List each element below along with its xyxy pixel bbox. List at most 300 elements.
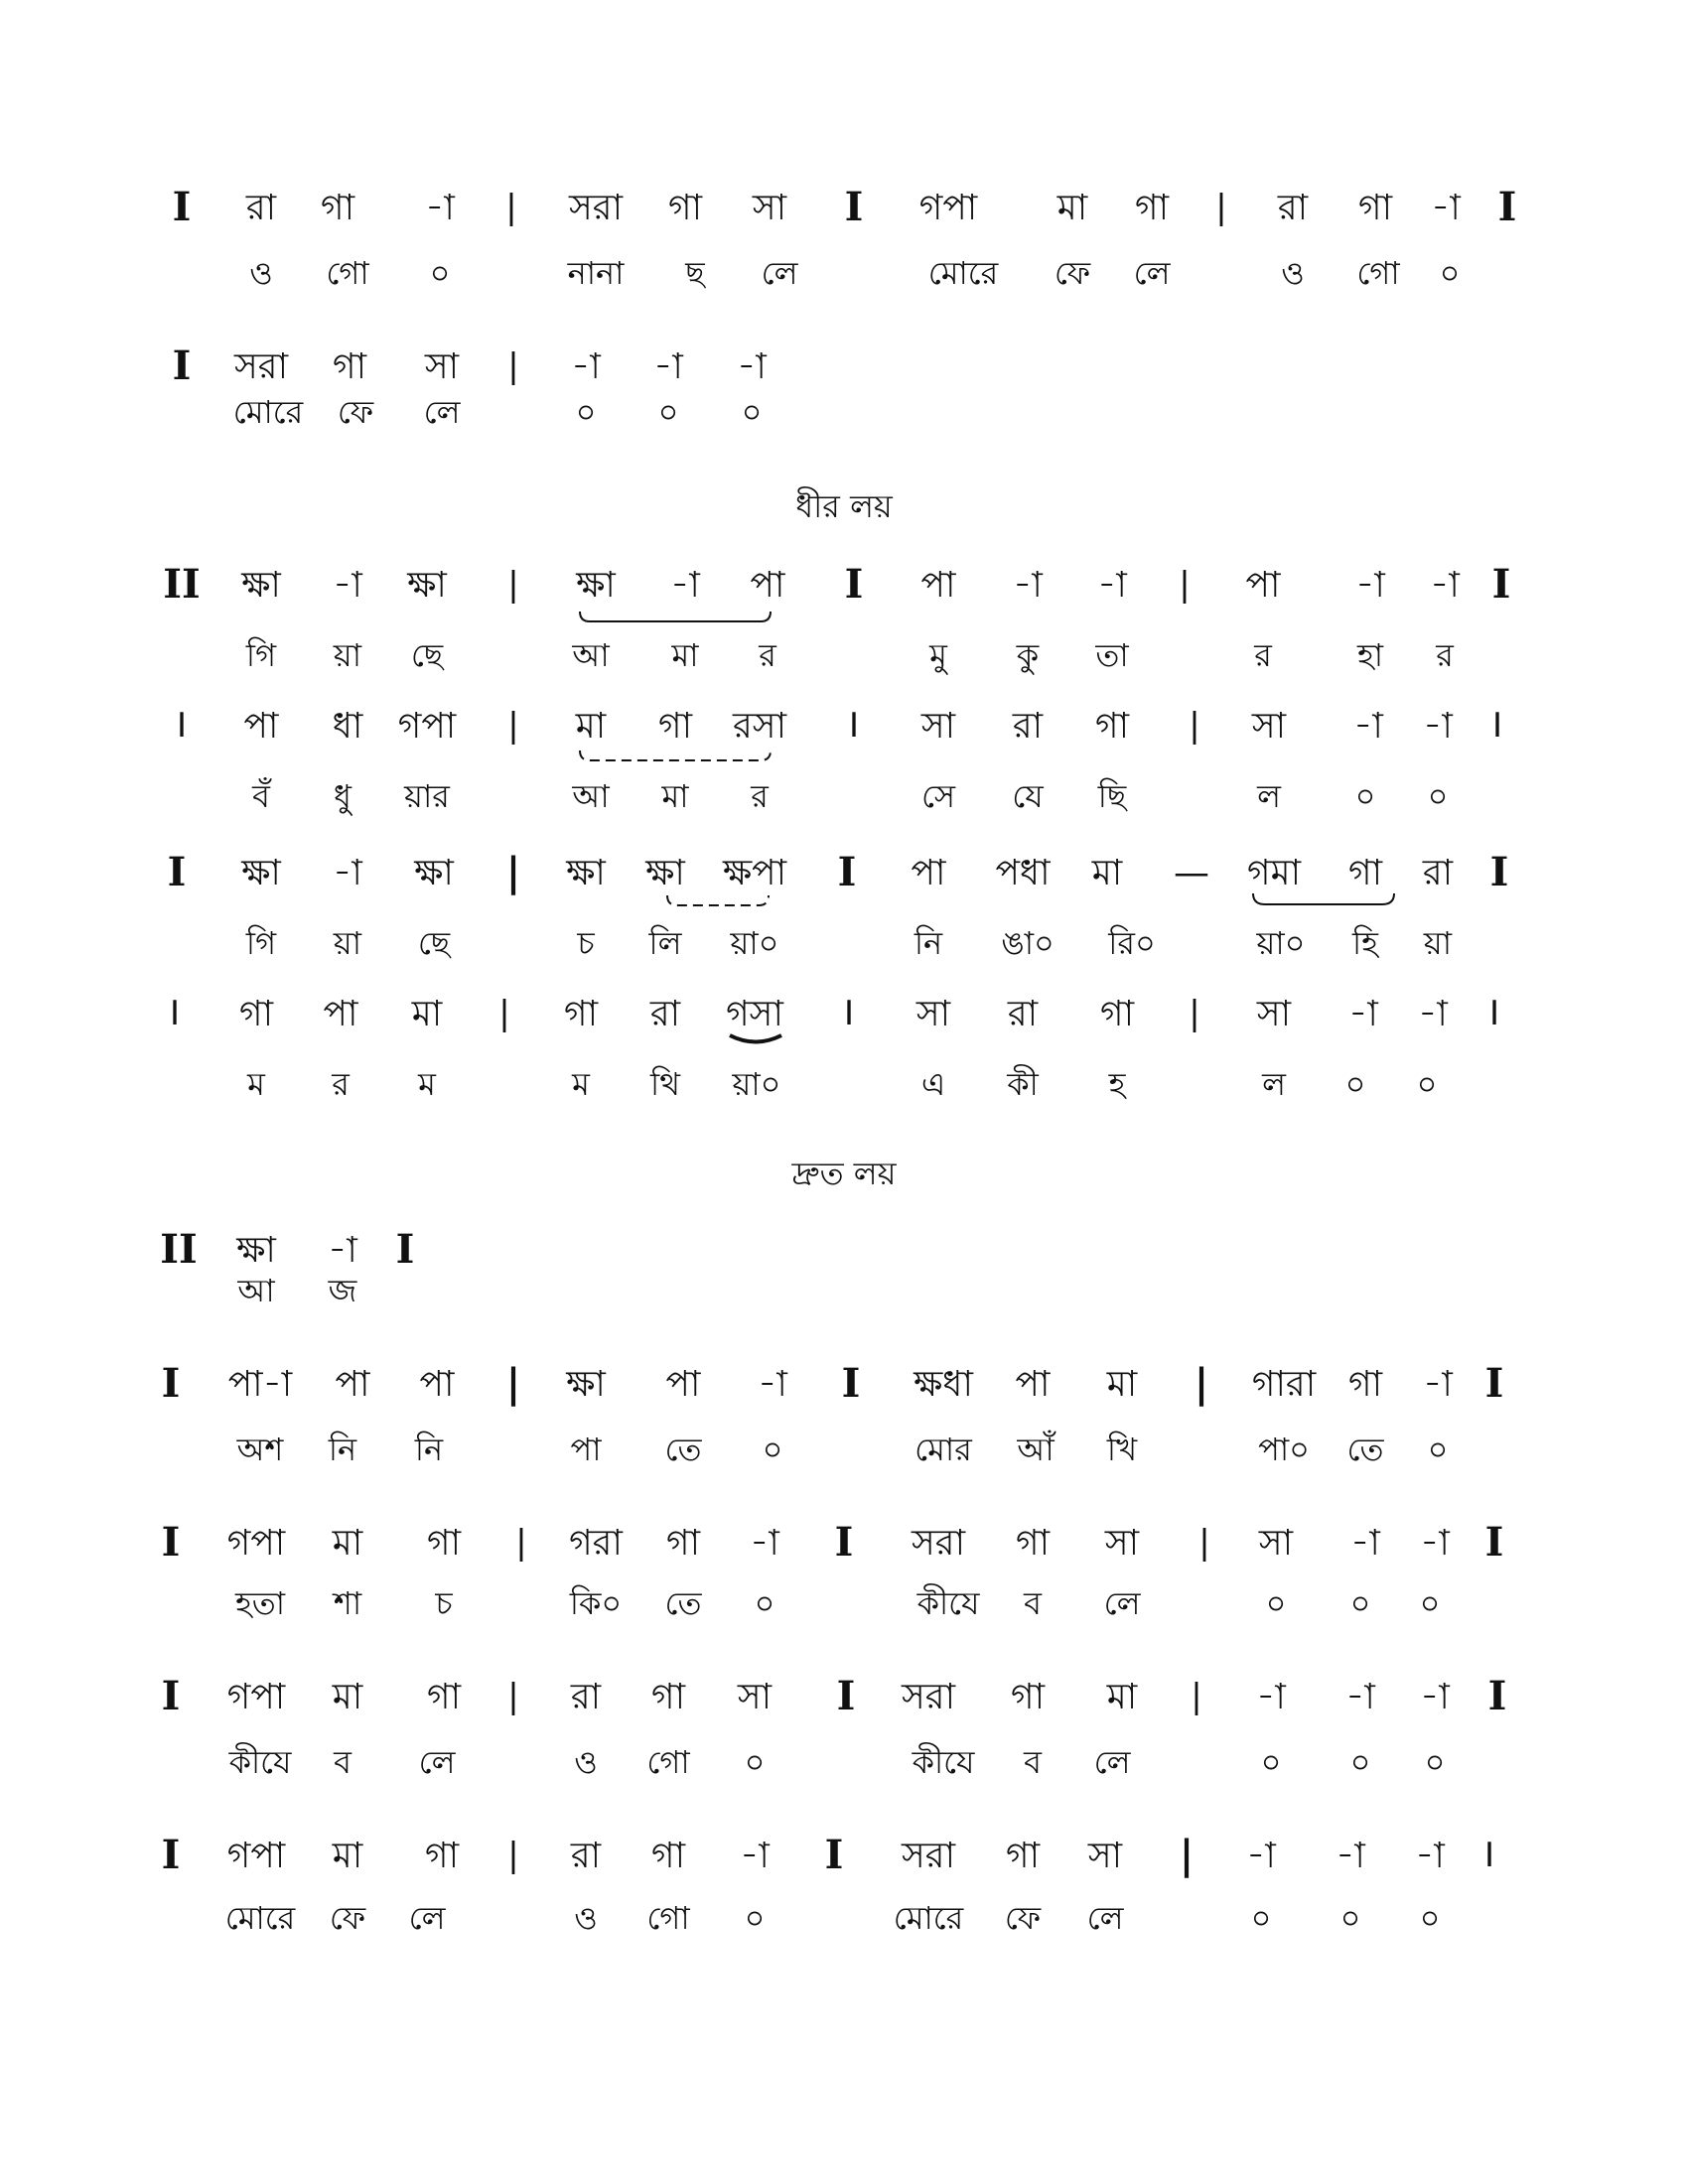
lyric-syllable: ০ (1427, 1431, 1449, 1468)
section-heading: দ্রুত লয় (791, 1155, 897, 1192)
note: ক্ষা (566, 1364, 606, 1405)
lyric-syllable: পা (570, 1431, 602, 1468)
note: সা (1087, 1836, 1123, 1876)
note: গা (1134, 188, 1170, 228)
lyric-syllable: ল (1262, 1065, 1286, 1103)
barline-major: I (848, 706, 860, 746)
barline-major: I (161, 1673, 181, 1719)
note: সরা (901, 1836, 956, 1876)
note: -া (1256, 1677, 1286, 1717)
note: গা (1094, 706, 1130, 747)
note: ক্ষা (414, 853, 454, 893)
lyric-syllable: য়া০ (1256, 924, 1306, 962)
lyric-syllable: সে (920, 777, 956, 815)
lyric-syllable: লে (761, 254, 798, 292)
note: গা (1347, 853, 1383, 893)
lyric-syllable: আ (572, 636, 610, 674)
lyric-syllable: হি (1352, 924, 1378, 962)
lyric-syllable: ধু (334, 777, 352, 815)
barline-major: I (1491, 561, 1511, 608)
lyric-syllable: ০ (744, 1899, 766, 1937)
note: পা (243, 706, 279, 747)
note: সা (920, 706, 956, 747)
lyric-syllable: হতা (234, 1584, 286, 1622)
barline-major: I (172, 184, 192, 230)
note: সা (915, 994, 951, 1034)
lyric-syllable: লে (1133, 254, 1171, 292)
barline-minor: | (1215, 188, 1227, 227)
section-heading: ধীর লয় (795, 487, 893, 525)
barline-major: I (161, 1519, 181, 1566)
note: গপা (226, 1523, 286, 1564)
lyric-syllable: মু (929, 636, 947, 674)
note: পা (750, 565, 785, 606)
lyric-syllable: ০ (1349, 1743, 1371, 1781)
note: -া (653, 346, 683, 387)
note: গা (657, 706, 693, 747)
lyric-syllable: লে (1086, 1899, 1124, 1937)
lyric-syllable: আ (237, 1272, 275, 1309)
barline-minor: | (507, 1677, 519, 1716)
note: রা (1277, 188, 1309, 228)
lyric-line (0, 243, 1688, 303)
note: গরা (569, 1523, 623, 1564)
lyric-syllable: ও (574, 1743, 598, 1781)
note: ক্ষা (407, 565, 447, 606)
note: গা (320, 188, 355, 228)
lyric-syllable: ০ (754, 1584, 775, 1622)
note: গপা (226, 1677, 286, 1717)
note: -া (750, 1523, 779, 1564)
barline-double: II (163, 561, 201, 608)
lyric-syllable: ০ (762, 1431, 783, 1468)
notation-line (0, 1827, 1688, 1886)
lyric-syllable: ০ (1339, 1899, 1361, 1937)
note: গপা (226, 1836, 286, 1876)
lyric-syllable: য়া (333, 924, 362, 962)
lyric-syllable: তে (664, 1431, 702, 1468)
barline-double: II (160, 1226, 198, 1273)
note: রা (245, 188, 277, 228)
barline-major: I (161, 1360, 181, 1407)
lyric-syllable: ০ (1354, 777, 1376, 815)
lyric-syllable: মা (671, 636, 699, 674)
note: গারা (1251, 1364, 1317, 1405)
barline-minor: | (507, 346, 519, 386)
lyric-syllable: তে (1346, 1431, 1384, 1468)
barline-minor: | (507, 706, 519, 746)
lyric-syllable: ছে (417, 924, 451, 962)
lyric-syllable: লি (648, 924, 682, 962)
lyric-syllable: ০ (1260, 1743, 1282, 1781)
note: গা (563, 994, 599, 1034)
note: গা (1010, 1677, 1046, 1717)
note: সা (1251, 706, 1287, 747)
note: মা (1091, 853, 1123, 893)
note: সরা (901, 1677, 956, 1717)
note: গা (238, 994, 274, 1034)
lyric-syllable: অশ (236, 1431, 284, 1468)
note: গমা (1246, 853, 1302, 893)
note: সা (752, 188, 787, 228)
lyric-syllable: য়ার (404, 777, 450, 815)
barline-major: I (1489, 849, 1509, 895)
lyric-syllable: চ (435, 1584, 453, 1622)
barline-minor: | (1179, 565, 1191, 605)
note: -া (1431, 188, 1461, 228)
barline-minor: | (505, 849, 521, 895)
notation-line (0, 985, 1688, 1044)
note: মা (411, 994, 443, 1034)
barline-minor: | (1189, 706, 1200, 746)
note: -া (1355, 565, 1385, 606)
note: -া (1420, 1523, 1450, 1564)
note: -া (1350, 1523, 1380, 1564)
barline-minor: | (1194, 1360, 1209, 1407)
lyric-syllable: যে (1012, 777, 1044, 815)
lyric-syllable: গো (326, 254, 369, 292)
note: -া (670, 565, 700, 606)
lyric-syllable: ঙা০ (1001, 924, 1055, 962)
lyric-syllable: ব (334, 1743, 352, 1781)
lyric-syllable: ও (1281, 254, 1305, 292)
lyric-syllable: শা (333, 1584, 362, 1622)
note: -া (1415, 1836, 1445, 1876)
note: পা (1245, 565, 1281, 606)
notation-line (0, 1514, 1688, 1573)
notation-line (0, 1355, 1688, 1415)
notation-line (0, 697, 1688, 756)
lyric-syllable: র (1436, 636, 1454, 674)
note: ক্ষধা (914, 1364, 973, 1405)
note: -া (1423, 706, 1453, 747)
lyric-syllable: ০ (1419, 1899, 1441, 1937)
note: -া (1353, 706, 1383, 747)
note: গা (1099, 994, 1135, 1034)
lyric-syllable: কীযে (912, 1743, 975, 1781)
notation-line (0, 844, 1688, 903)
lyric-syllable: জ (328, 1272, 357, 1309)
lyric-syllable: ০ (1265, 1584, 1287, 1622)
lyric-syllable: ম (418, 1065, 436, 1103)
lyric-syllable: য়া০ (732, 1065, 781, 1103)
notation-line (0, 179, 1688, 238)
lyric-syllable: লে (1093, 1743, 1131, 1781)
barline-major: I (1491, 706, 1503, 746)
lyric-syllable: গো (1356, 254, 1400, 292)
lyric-syllable: গি (245, 636, 277, 674)
note: রা (570, 1836, 602, 1876)
note: -া (333, 853, 362, 893)
note: ধা (332, 706, 363, 747)
note: ক্ষপা (722, 853, 787, 893)
lyric-syllable: লে (423, 393, 461, 431)
note: মা (1106, 1677, 1138, 1717)
lyric-syllable: ০ (1349, 1584, 1371, 1622)
lyric-syllable: ফে (337, 393, 374, 431)
barline-major: I (837, 849, 857, 895)
lyric-syllable: কু (1016, 636, 1040, 674)
note: -া (1430, 565, 1460, 606)
lyric-syllable: ০ (741, 393, 763, 431)
note: -া (333, 565, 362, 606)
note: -া (758, 1364, 787, 1405)
lyric-line (0, 382, 1688, 442)
lyric-syllable: কী (1007, 1065, 1039, 1103)
barline-minor: | (507, 565, 519, 605)
lyric-syllable: মোরে (893, 1899, 964, 1937)
lyric-line (0, 913, 1688, 973)
lyric-line (0, 1261, 1688, 1320)
lyric-syllable: নি (414, 1431, 444, 1468)
lyric-syllable: লে (1103, 1584, 1141, 1622)
note: পা (1015, 1364, 1051, 1405)
barline-major: I (824, 1832, 844, 1878)
note: ক্ষা (566, 853, 606, 893)
lyric-syllable: লে (418, 1743, 456, 1781)
lyric-syllable: র (332, 1065, 350, 1103)
note: মা (575, 706, 607, 747)
barline-major: I (1497, 184, 1517, 230)
lyric-syllable: ছে (410, 636, 444, 674)
note: গপা (397, 706, 457, 747)
note: -া (1246, 1836, 1276, 1876)
lyric-line (0, 625, 1688, 685)
lyric-syllable: ও (574, 1899, 598, 1937)
lyric-syllable: ম (247, 1065, 265, 1103)
note: রসা (732, 706, 787, 747)
lyric-syllable: ছি (1097, 777, 1127, 815)
lyric-syllable: য়া (333, 636, 362, 674)
lyric-syllable: ০ (1416, 1065, 1438, 1103)
note: সা (1104, 1523, 1140, 1564)
note: ক্ষা (645, 853, 685, 893)
note: গা (424, 1836, 460, 1876)
lyric-syllable: হা (1356, 636, 1384, 674)
note: সা (737, 1677, 773, 1717)
lyric-syllable: ফে (329, 1899, 366, 1937)
lyric-syllable: মা (661, 777, 689, 815)
barline-minor: | (507, 1836, 519, 1875)
note: গা (667, 188, 703, 228)
barline-minor: | (1179, 1832, 1195, 1878)
barline-major: I (841, 1360, 861, 1407)
barline-major: I (1484, 1360, 1504, 1407)
lyric-syllable: রি০ (1108, 924, 1156, 962)
lyric-line (0, 1054, 1688, 1114)
barline-major: I (176, 706, 188, 746)
lyric-syllable: গি (245, 924, 277, 962)
note: -া (1345, 1677, 1375, 1717)
note: -া (737, 346, 767, 387)
lyric-syllable: ফে (1054, 254, 1091, 292)
lyric-syllable: য়া (1423, 924, 1453, 962)
note: ক্ষা (576, 565, 616, 606)
note: ক্ষা (241, 853, 281, 893)
note: মা (332, 1523, 363, 1564)
lyric-syllable: র (751, 777, 769, 815)
lyric-syllable: তা (1095, 636, 1129, 674)
lyric-syllable: আঁ (1017, 1431, 1055, 1468)
lyric-syllable: ম (572, 1065, 590, 1103)
note: মা (1106, 1364, 1138, 1405)
lyric-syllable: চ (577, 924, 595, 962)
lyric-syllable: র (759, 636, 776, 674)
note: মা (332, 1836, 363, 1876)
note: পা (419, 1364, 455, 1405)
lyric-line (0, 1420, 1688, 1479)
note: সরা (911, 1523, 966, 1564)
lyric-syllable: কি০ (569, 1584, 623, 1622)
note: -া (1336, 1836, 1365, 1876)
lyric-syllable: মোরে (927, 254, 999, 292)
lyric-syllable: ০ (575, 393, 597, 431)
lyric-syllable: পা০ (1258, 1431, 1310, 1468)
slur-mark (576, 747, 774, 766)
lyric-syllable: ও (249, 254, 273, 292)
lyric-syllable: কীযে (916, 1584, 980, 1622)
notation-line (0, 556, 1688, 615)
note: পধা (995, 853, 1051, 893)
note: রা (1422, 853, 1454, 893)
note: গপা (918, 188, 978, 228)
note: সা (1258, 1523, 1294, 1564)
note: -া (740, 1836, 770, 1876)
lyric-syllable: হ (1108, 1065, 1126, 1103)
note: -া (328, 1230, 357, 1271)
lyric-syllable: ০ (657, 393, 679, 431)
barline-major: I (395, 1226, 415, 1273)
slur-mark (1249, 889, 1398, 911)
lyric-syllable: কীযে (228, 1743, 292, 1781)
barline-major: I (172, 342, 192, 389)
barline-major: I (844, 561, 864, 608)
barline-minor: | (498, 994, 510, 1033)
note: গা (1357, 188, 1393, 228)
lyric-syllable: ০ (1250, 1899, 1272, 1937)
barline-major: I (1488, 994, 1500, 1033)
note: গা (1347, 1364, 1383, 1405)
note: রা (570, 1677, 602, 1717)
note: -া (425, 188, 455, 228)
note: রা (1007, 994, 1039, 1034)
lyric-line (0, 1888, 1688, 1948)
lyric-syllable: ফে (1004, 1899, 1042, 1937)
lyric-line (0, 1732, 1688, 1792)
lyric-syllable: ০ (1427, 777, 1449, 815)
note: -া (1097, 565, 1127, 606)
barline-major: I (1487, 1673, 1507, 1719)
note: ক্ষা (241, 565, 281, 606)
barline-minor: | (505, 1360, 521, 1407)
lyric-line (0, 1573, 1688, 1633)
lyric-syllable: ব (1024, 1584, 1042, 1622)
lyric-syllable: ০ (1419, 1584, 1441, 1622)
lyric-syllable: র (1254, 636, 1272, 674)
lyric-syllable: ০ (429, 254, 451, 292)
note: মা (1056, 188, 1088, 228)
slur-mark (576, 608, 774, 627)
note: গা (426, 1677, 462, 1717)
lyric-syllable: ছ (685, 254, 705, 292)
slur-mark (727, 1032, 784, 1048)
lyric-syllable: আ (572, 777, 610, 815)
lyric-syllable: তে (664, 1584, 702, 1622)
note: সা (1256, 994, 1292, 1034)
lyric-syllable: থি (650, 1065, 680, 1103)
barline-minor: | (1189, 994, 1200, 1033)
note: পা (911, 853, 946, 893)
lyric-syllable: ল (1257, 777, 1281, 815)
lyric-syllable: গো (646, 1899, 690, 1937)
lyric-syllable: মোরে (232, 393, 304, 431)
note: গা (426, 1523, 462, 1564)
note: পা (665, 1364, 701, 1405)
lyric-syllable: ০ (1439, 254, 1461, 292)
lyric-syllable: মোর (914, 1431, 972, 1468)
lyric-syllable: নি (328, 1431, 357, 1468)
note: ক্ষা (236, 1230, 276, 1271)
note: গা (332, 346, 367, 387)
lyric-syllable: ০ (744, 1743, 766, 1781)
lyric-syllable: গো (646, 1743, 690, 1781)
lyric-syllable: খি (1106, 1431, 1138, 1468)
barline-minor: | (515, 1523, 527, 1563)
note: -া (1423, 1364, 1453, 1405)
note: পা (335, 1364, 370, 1405)
slur-mark (663, 891, 773, 911)
note: -া (1348, 994, 1378, 1034)
barline-minor: | (505, 188, 517, 227)
note: মা (332, 1677, 363, 1717)
lyric-syllable: বঁ (252, 777, 270, 815)
note: গা (665, 1523, 701, 1564)
note: পা-া (227, 1364, 293, 1405)
lyric-syllable: এ (920, 1065, 946, 1103)
note: -া (1420, 1677, 1450, 1717)
lyric-syllable: লে (408, 1899, 446, 1937)
note: রা (649, 994, 681, 1034)
note: পা (920, 565, 956, 606)
barline-major: I (844, 184, 864, 230)
barline-major: I (161, 1832, 181, 1878)
lyric-syllable: মোরে (224, 1899, 296, 1937)
note: গা (1015, 1523, 1051, 1564)
note: সরা (568, 188, 624, 228)
barline-minor: | (1198, 1523, 1210, 1563)
barline-major: I (169, 994, 181, 1033)
lyric-line (0, 766, 1688, 826)
lyric-syllable: য়া০ (730, 924, 779, 962)
note: সরা (233, 346, 289, 387)
note: গসা (726, 994, 783, 1034)
note: সা (424, 346, 460, 387)
lyric-syllable: ব (1024, 1743, 1042, 1781)
note: -া (1013, 565, 1043, 606)
note: গা (650, 1836, 686, 1876)
barline-minor: | (1191, 1677, 1202, 1716)
barline-major: I (167, 849, 187, 895)
note: — (1174, 853, 1209, 893)
note: গা (650, 1677, 686, 1717)
note: -া (571, 346, 601, 387)
barline-major: I (836, 1673, 856, 1719)
lyric-syllable: নানা (567, 254, 625, 292)
note: রা (1012, 706, 1044, 747)
note: গা (1005, 1836, 1041, 1876)
note: পা (323, 994, 358, 1034)
barline-major: I (1483, 1836, 1495, 1875)
